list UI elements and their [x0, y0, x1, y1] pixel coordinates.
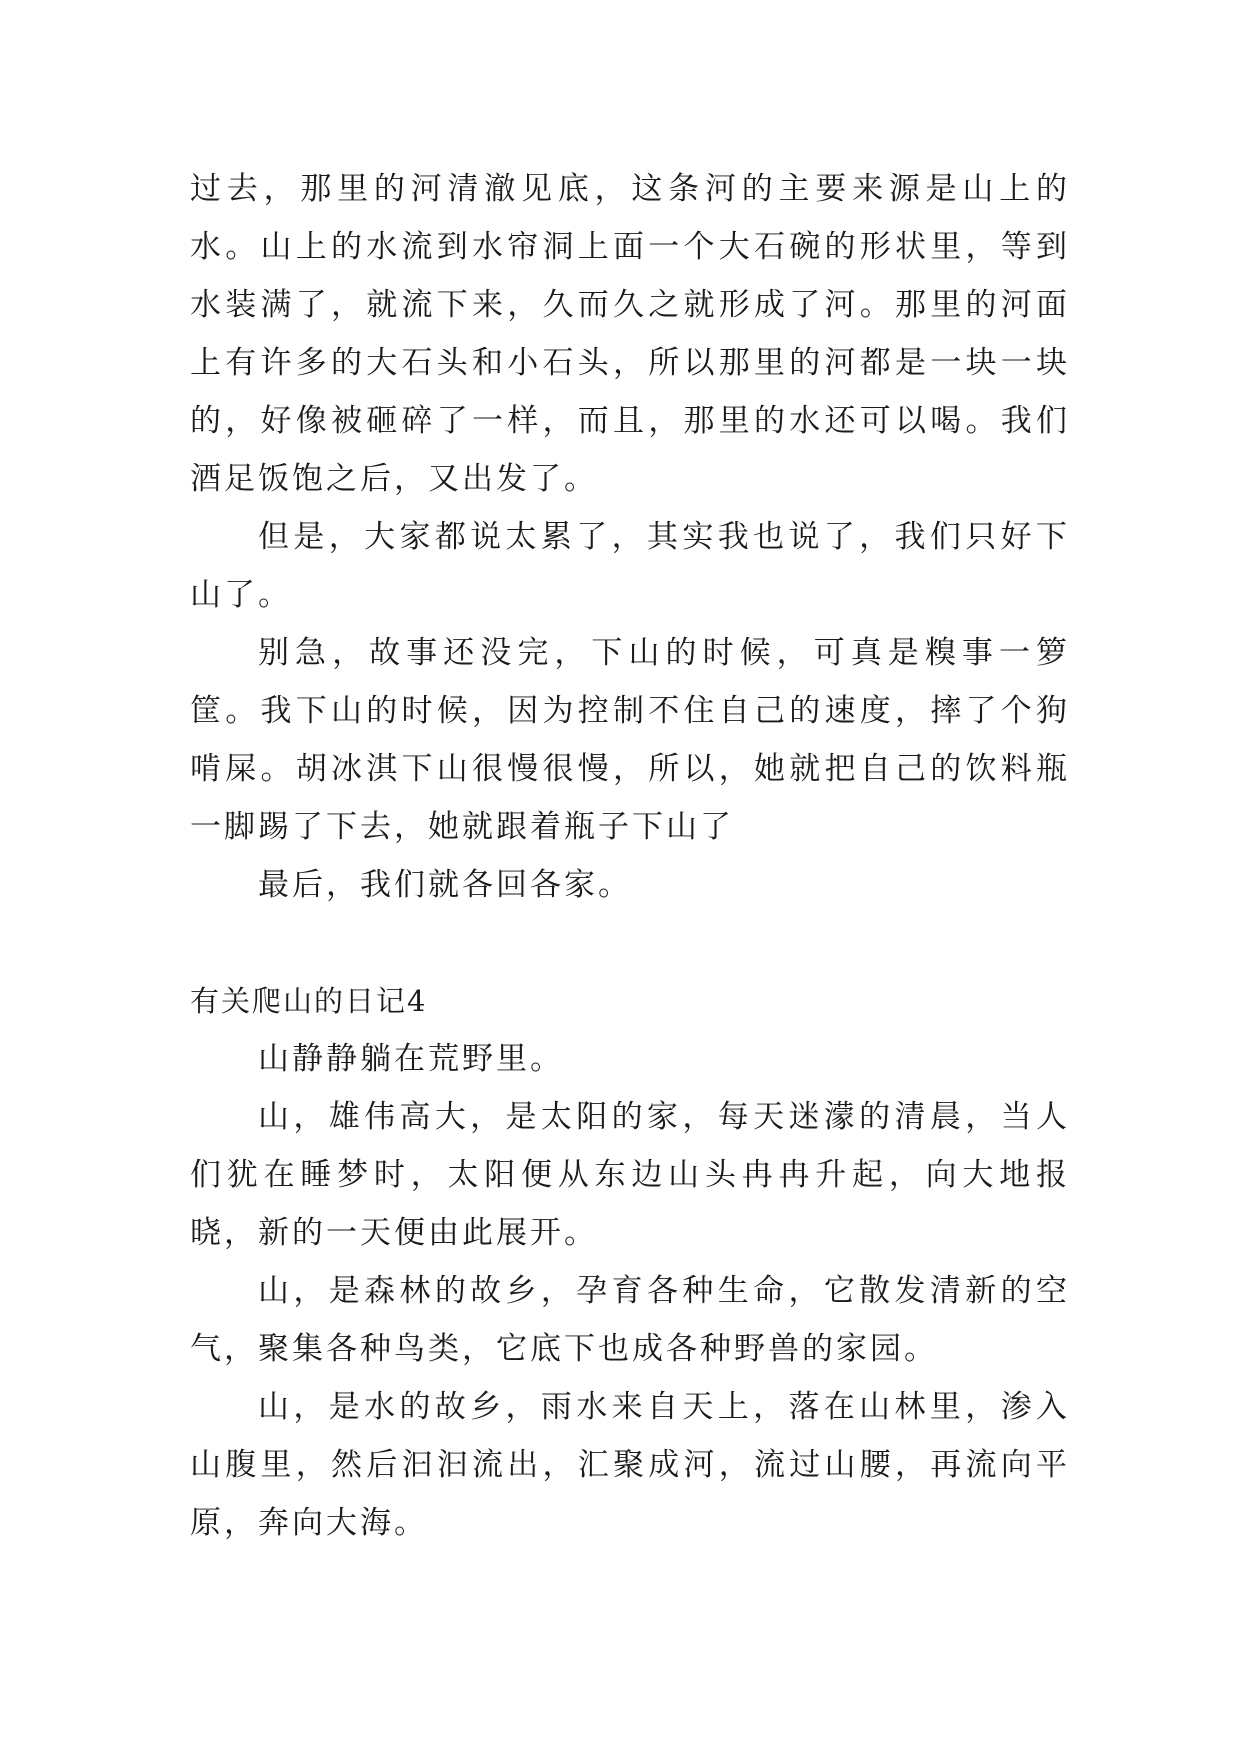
- section-spacer: [190, 914, 1070, 972]
- paragraph-downhill: 别急，故事还没完，下山的时候，可真是糗事一箩筐。我下山的时候，因为控制不住自己的速度，摔了个狗啃屎。胡冰淇下山很慢很慢，所以，她就把自己的饮料瓶一脚踢了下去，她就跟着瓶子下山了: [190, 635, 1070, 845]
- paragraph-home: 最后，我们就各回各家。: [258, 867, 632, 903]
- paragraph-mountain-water: 山，是水的故乡，雨水来自天上，落在山林里，渗入山腹里，然后汩汩流出，汇聚成河，流过山腰，再流向平原，奔向大海。: [190, 1389, 1070, 1541]
- paragraph-mountain-sun: 山，雄伟高大，是太阳的家，每天迷濛的清晨，当人们犹在睡梦时，太阳便从东边山头冉冉升起，向大地报晓，新的一天便由此展开。: [190, 1099, 1070, 1251]
- paragraph-mountain-lies: 山静静躺在荒野里。: [258, 1041, 564, 1077]
- paragraph-tired: 但是，大家都说太累了，其实我也说了，我们只好下山了。: [190, 519, 1070, 613]
- document-page: [190, 160, 1070, 1552]
- section-title: 有关爬山的日记4: [190, 984, 428, 1018]
- paragraph-mountain-forest: 山，是森林的故乡，孕育各种生命，它散发清新的空气，聚集各种鸟类，它底下也成各种野兽的家园。: [190, 1273, 1070, 1367]
- paragraph-river: 过去，那里的河清澈见底，这条河的主要来源是山上的水。山上的水流到水帘洞上面一个大石碗的形状里，等到水装满了，就流下来，久而久之就形成了河。那里的河面上有许多的大石头和小石头，所以那里的河都是一块一块的，好像被砸碎了一样，而且，那里的水还可以喝。我们酒足饭饱之后，又出发了。: [190, 171, 1070, 497]
